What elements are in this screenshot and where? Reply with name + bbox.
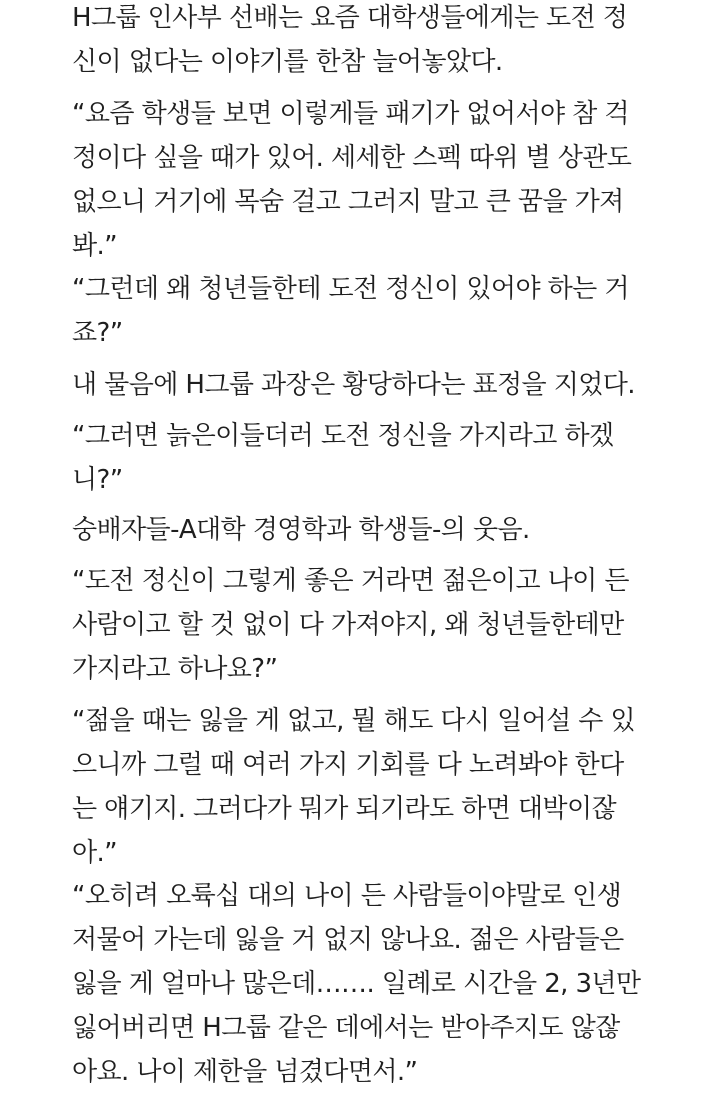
text-line: 없으니 거기에 목숨 걸고 그러지 말고 큰 꿈을 가져 [72,187,624,217]
text-line: 잃어버리면 H그룹 같은 데에서는 받아주지도 않잖 [72,1013,620,1043]
text-line: 가지라고 하나요?” [72,654,278,684]
text-line: 는 얘기지. 그러다가 뭐가 되기라도 하면 대박이잖 [72,794,616,824]
text-line: 아요. 나이 제한을 넘겼다면서.” [72,1057,418,1087]
text-line: 정이다 싶을 때가 있어. 세세한 스펙 따위 별 상관도 [72,143,632,173]
text-line: 신이 없다는 이야기를 한참 늘어놓았다. [72,47,503,77]
paragraph-dialogue-1 [72,92,631,268]
text-line: 숭배자들-A대학 경영학과 학생들-의 웃음. [72,515,530,545]
text-line: 사람이고 할 것 없이 다 가져야지, 왜 청년들한테만 [72,610,624,640]
text-line: 저물어 가는데 잃을 거 없지 않나요. 젊은 사람들은 [72,925,624,955]
text-line: 으니까 그럴 때 여러 가지 기회를 다 노려봐야 한다 [72,750,624,780]
paragraph-dialogue-2 [72,267,629,355]
paragraph-dialogue-3 [72,414,614,502]
text-line: “오히려 오륙십 대의 나이 든 사람들이야말로 인생 [72,881,622,911]
text-line: 봐.” [72,231,118,261]
text-line: 니?” [72,465,123,495]
paragraph-narration-2 [72,363,635,407]
paragraph-dialogue-4 [72,559,629,691]
text-line: “도전 정신이 그렇게 좋은 거라면 젊은이고 나이 든 [72,566,629,596]
text-line: “그러면 늙은이들더러 도전 정신을 가지라고 하겠 [72,421,614,451]
paragraph-narration-3 [72,508,530,552]
text-line: 죠?” [72,318,123,348]
text-line: 잃을 게 얼마나 많은데……. 일례로 시간을 2, 3년만 [72,969,641,999]
text-line: “그런데 왜 청년들한테 도전 정신이 있어야 하는 거 [72,274,629,304]
paragraph-dialogue-6 [72,874,640,1094]
text-line: “젊을 때는 잃을 게 없고, 뭘 해도 다시 일어설 수 있 [72,706,635,736]
text-line: 아.” [72,838,118,868]
text-line: “요즘 학생들 보면 이렇게들 패기가 없어서야 참 걱 [72,99,629,129]
paragraph-narration-1 [72,0,627,84]
text-line: 내 물음에 H그룹 과장은 황당하다는 표정을 지었다. [72,370,635,400]
text-line: H그룹 인사부 선배는 요즘 대학생들에게는 도전 정 [72,3,628,33]
paragraph-dialogue-5 [72,699,635,875]
